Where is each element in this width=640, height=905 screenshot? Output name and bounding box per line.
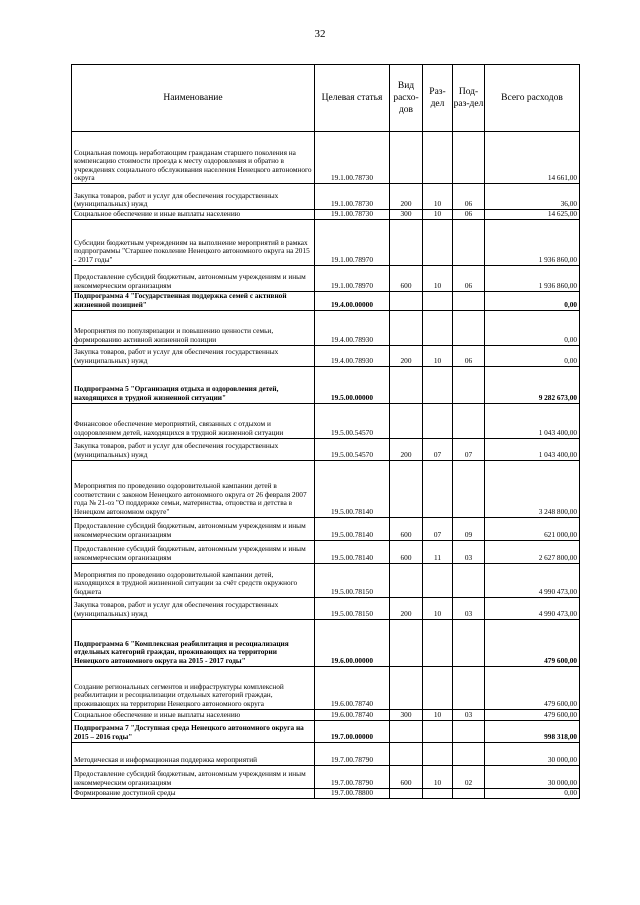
row-section: 07	[423, 517, 453, 540]
row-target-article: 19.4.00.78930	[315, 345, 390, 366]
table-row	[72, 709, 580, 720]
row-section	[423, 619, 453, 666]
row-target-article: 19.5.00.00000	[315, 366, 390, 403]
row-subsection	[453, 132, 485, 184]
table-row	[72, 291, 580, 310]
row-section	[423, 666, 453, 709]
row-total: 1 043 400,00	[485, 438, 580, 460]
row-total: 621 000,00	[485, 517, 580, 540]
table-row	[72, 132, 580, 184]
header-subsection: Под-раз-дел	[453, 65, 485, 132]
row-expense-kind: 600	[390, 540, 423, 563]
row-name: Подпрограмма 7 "Доступная среда Ненецкого автономного округа на 2015 – 2016 годы"	[72, 720, 315, 742]
row-name: Создание региональных сегментов и инфраструктуры комплексной реабилитации и ресоциализации отдельных категорий граждан, проживающих на территории Ненецкого автономного округа	[72, 666, 315, 709]
row-section	[423, 291, 453, 310]
table-row	[72, 720, 580, 742]
row-total: 14 661,00	[485, 132, 580, 184]
row-expense-kind	[390, 132, 423, 184]
row-expense-kind: 300	[390, 709, 423, 720]
row-subsection: 03	[453, 540, 485, 563]
header-total: Всего расходов	[485, 65, 580, 132]
table-row	[72, 265, 580, 291]
row-target-article: 19.5.00.54570	[315, 403, 390, 438]
row-section	[423, 366, 453, 403]
row-target-article: 19.7.00.78800	[315, 788, 390, 798]
row-total: 479 600,00	[485, 666, 580, 709]
row-total: 30 000,00	[485, 765, 580, 788]
page-number: 32	[314, 28, 326, 40]
table-header-row	[72, 65, 580, 132]
row-name: Мероприятия по проведению оздоровительной кампании детей, находящихся в трудной жизненной ситуации за счёт средств окружного бюджета	[72, 563, 315, 597]
table-row	[72, 619, 580, 666]
row-subsection	[453, 291, 485, 310]
row-subsection	[453, 219, 485, 265]
row-section	[423, 219, 453, 265]
row-subsection: 03	[453, 597, 485, 619]
row-section: 10	[423, 709, 453, 720]
row-subsection: 07	[453, 438, 485, 460]
table-row	[72, 517, 580, 540]
row-target-article: 19.7.00.00000	[315, 720, 390, 742]
row-target-article: 19.6.00.78740	[315, 666, 390, 709]
table-row	[72, 210, 580, 220]
row-section: 07	[423, 438, 453, 460]
row-expense-kind	[390, 619, 423, 666]
row-expense-kind	[390, 310, 423, 345]
row-expense-kind: 200	[390, 438, 423, 460]
row-target-article: 19.5.00.78150	[315, 563, 390, 597]
row-name: Социальное обеспечение и иные выплаты населению	[72, 210, 315, 220]
header-target-article: Целевая статья	[315, 65, 390, 132]
row-total: 9 282 673,00	[485, 366, 580, 403]
row-expense-kind	[390, 666, 423, 709]
table-row	[72, 742, 580, 765]
row-expense-kind	[390, 720, 423, 742]
table-row	[72, 438, 580, 460]
row-total: 1 936 860,00	[485, 219, 580, 265]
row-expense-kind	[390, 742, 423, 765]
table-row	[72, 310, 580, 345]
row-subsection	[453, 403, 485, 438]
row-section: 10	[423, 597, 453, 619]
row-target-article: 19.6.00.78740	[315, 709, 390, 720]
row-subsection	[453, 366, 485, 403]
row-expense-kind: 600	[390, 265, 423, 291]
row-total: 1 043 400,00	[485, 403, 580, 438]
row-total: 0,00	[485, 310, 580, 345]
table-body	[72, 132, 580, 799]
row-section	[423, 460, 453, 517]
row-subsection	[453, 563, 485, 597]
row-total: 0,00	[485, 345, 580, 366]
row-expense-kind	[390, 403, 423, 438]
row-name: Финансовое обеспечение мероприятий, связанных с отдыхом и оздоровлением детей, находящихся в трудной жизненной ситуации	[72, 403, 315, 438]
row-expense-kind: 200	[390, 184, 423, 210]
row-total: 3 248 800,00	[485, 460, 580, 517]
row-section: 10	[423, 184, 453, 210]
table-row	[72, 765, 580, 788]
table-row	[72, 597, 580, 619]
row-expense-kind: 200	[390, 345, 423, 366]
row-subsection	[453, 788, 485, 798]
header-name: Наименование	[72, 65, 315, 132]
row-name: Методическая и информационная поддержка мероприятий	[72, 742, 315, 765]
row-name: Социальная помощь неработающим гражданам старшего поколения на компенсацию стоимости проезда к месту оздоровления и обратно в учреждениях социального обслуживания населения Ненецкого автономного округа	[72, 132, 315, 184]
row-target-article: 19.1.00.78730	[315, 132, 390, 184]
row-total: 30 000,00	[485, 742, 580, 765]
row-name: Предоставление субсидий бюджетным, автономным учреждениям и иным некоммерческим организациям	[72, 265, 315, 291]
row-section: 10	[423, 765, 453, 788]
row-subsection: 03	[453, 709, 485, 720]
row-section: 11	[423, 540, 453, 563]
row-total: 4 990 473,00	[485, 597, 580, 619]
row-subsection	[453, 666, 485, 709]
row-target-article: 19.7.00.78790	[315, 765, 390, 788]
row-subsection	[453, 619, 485, 666]
row-name: Закупка товаров, работ и услуг для обеспечения государственных (муниципальных) нужд	[72, 597, 315, 619]
row-expense-kind	[390, 291, 423, 310]
header-expense-kind: Вид расхо-дов	[390, 65, 423, 132]
row-section	[423, 132, 453, 184]
row-name: Подпрограмма 5 "Организация отдыха и оздоровления детей, находящихся в трудной жизненной ситуации"	[72, 366, 315, 403]
row-subsection: 09	[453, 517, 485, 540]
row-name: Формирование доступной среды	[72, 788, 315, 798]
row-subsection	[453, 310, 485, 345]
row-section: 10	[423, 210, 453, 220]
row-expense-kind: 600	[390, 517, 423, 540]
row-target-article: 19.5.00.78140	[315, 517, 390, 540]
row-expense-kind	[390, 563, 423, 597]
row-expense-kind	[390, 788, 423, 798]
row-section: 10	[423, 265, 453, 291]
row-total: 998 318,00	[485, 720, 580, 742]
row-target-article: 19.5.00.78140	[315, 460, 390, 517]
row-subsection: 02	[453, 765, 485, 788]
table-row	[72, 460, 580, 517]
row-section	[423, 563, 453, 597]
budget-table	[71, 64, 580, 799]
row-target-article: 19.4.00.00000	[315, 291, 390, 310]
row-subsection: 06	[453, 265, 485, 291]
row-total: 0,00	[485, 291, 580, 310]
table-row	[72, 219, 580, 265]
row-total: 479 600,00	[485, 619, 580, 666]
row-target-article: 19.6.00.00000	[315, 619, 390, 666]
row-name: Подпрограмма 4 "Государственная поддержка семей с активной жизненной позицией"	[72, 291, 315, 310]
row-subsection	[453, 720, 485, 742]
row-target-article: 19.1.00.78970	[315, 265, 390, 291]
row-total: 4 990 473,00	[485, 563, 580, 597]
row-subsection: 06	[453, 210, 485, 220]
row-section: 10	[423, 345, 453, 366]
table-row	[72, 666, 580, 709]
row-expense-kind: 600	[390, 765, 423, 788]
row-name: Закупка товаров, работ и услуг для обеспечения государственных (муниципальных) нужд	[72, 438, 315, 460]
table-row	[72, 788, 580, 798]
row-target-article: 19.5.00.54570	[315, 438, 390, 460]
row-name: Мероприятия по проведению оздоровительной кампании детей в соответствии с законом Ненецкого автономного округа от 26 февраля 2007 года № 21-оз "О поддержке семьи, материнства, отцовства и детства в Ненецком автономном округе"	[72, 460, 315, 517]
row-expense-kind: 200	[390, 597, 423, 619]
row-name: Социальное обеспечение и иные выплаты населению	[72, 709, 315, 720]
row-name: Предоставление субсидий бюджетным, автономным учреждениям и иным некоммерческим организациям	[72, 765, 315, 788]
row-expense-kind	[390, 460, 423, 517]
row-name: Мероприятия по популяризации и повышению ценности семьи, формированию активной жизненной позиции	[72, 310, 315, 345]
row-subsection	[453, 460, 485, 517]
row-target-article: 19.5.00.78150	[315, 597, 390, 619]
row-name: Предоставление субсидий бюджетным, автономным учреждениям и иным некоммерческим организациям	[72, 517, 315, 540]
row-target-article: 19.1.00.78970	[315, 219, 390, 265]
row-name: Подпрограмма 6 "Комплексная реабилитация и ресоциализация отдельных категорий граждан, проживающих на территории Ненецкого автономного округа на 2015 - 2017 годы"	[72, 619, 315, 666]
row-total: 14 625,00	[485, 210, 580, 220]
row-total: 1 936 860,00	[485, 265, 580, 291]
table-row	[72, 403, 580, 438]
table-row	[72, 184, 580, 210]
row-expense-kind	[390, 366, 423, 403]
row-target-article: 19.1.00.78730	[315, 210, 390, 220]
row-subsection: 06	[453, 184, 485, 210]
row-section	[423, 310, 453, 345]
row-total: 479 600,00	[485, 709, 580, 720]
row-subsection: 06	[453, 345, 485, 366]
table-row	[72, 563, 580, 597]
row-total: 0,00	[485, 788, 580, 798]
row-expense-kind	[390, 219, 423, 265]
row-section	[423, 720, 453, 742]
row-target-article: 19.5.00.78140	[315, 540, 390, 563]
table-row	[72, 540, 580, 563]
row-section	[423, 403, 453, 438]
row-section	[423, 788, 453, 798]
row-name: Субсидии бюджетным учреждениям на выполнение мероприятий в рамках подпрограммы "Старшее поколение Ненецкого автономного округа на 2015 - 2017 годы"	[72, 219, 315, 265]
row-name: Закупка товаров, работ и услуг для обеспечения государственных (муниципальных) нужд	[72, 345, 315, 366]
row-subsection	[453, 742, 485, 765]
row-name: Предоставление субсидий бюджетным, автономным учреждениям и иным некоммерческим организациям	[72, 540, 315, 563]
header-section: Раз-дел	[423, 65, 453, 132]
table-row	[72, 366, 580, 403]
table-row	[72, 345, 580, 366]
row-target-article: 19.1.00.78730	[315, 184, 390, 210]
row-target-article: 19.7.00.78790	[315, 742, 390, 765]
row-section	[423, 742, 453, 765]
row-expense-kind: 300	[390, 210, 423, 220]
row-name: Закупка товаров, работ и услуг для обеспечения государственных (муниципальных) нужд	[72, 184, 315, 210]
row-total: 2 627 800,00	[485, 540, 580, 563]
row-target-article: 19.4.00.78930	[315, 310, 390, 345]
row-total: 36,00	[485, 184, 580, 210]
